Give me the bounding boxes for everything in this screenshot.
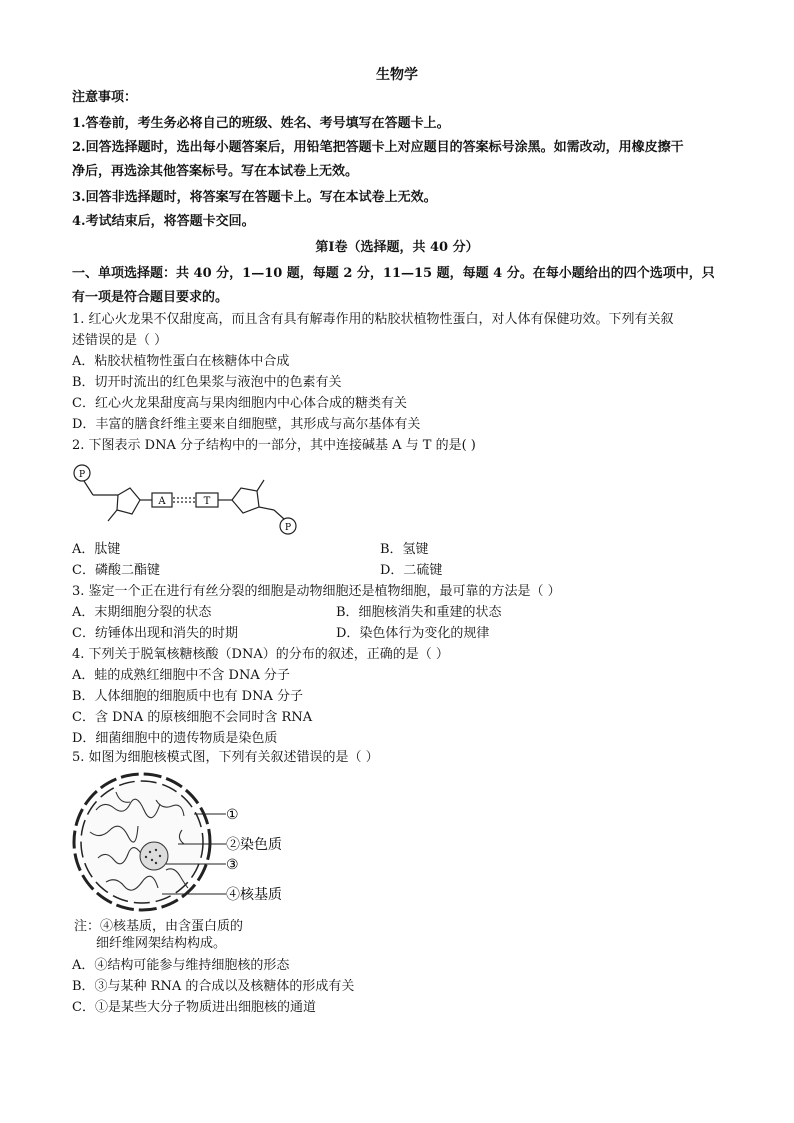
phosphate-label-right: P	[284, 523, 292, 533]
phosphate-label-left: P	[78, 470, 86, 480]
cell-nucleus-figure	[66, 770, 306, 920]
q5-option-c: C．①是某些大分子物质进出细胞核的通道	[72, 1000, 316, 1015]
dna-structure-figure	[66, 458, 306, 540]
sugar-ring-right	[232, 488, 259, 513]
q1-option-a: A．粘胶状植物性蛋白在核糖体中合成	[72, 354, 290, 369]
nucleolus	[140, 842, 168, 870]
q1-option-d: D．丰富的膳食纤维主要来自细胞壁，其形成与高尔基体有关	[72, 417, 421, 432]
base-a-label: A	[158, 496, 166, 507]
label-3: ③	[226, 857, 239, 873]
q1-option-c: C．红心火龙果甜度高与果肉细胞内中心体合成的糖类有关	[72, 396, 407, 411]
q5-figure-note-cont: 细纤维网架结构构成。	[96, 936, 227, 951]
q2-option-c: C．磷酸二酯键	[72, 563, 160, 578]
notice-heading: 注意事项：	[72, 90, 138, 105]
notice-item-2-cont: 净后，再选涂其他答案标号。写在本试卷上无效。	[72, 164, 359, 179]
label-2-chromatin: ②染色质	[226, 837, 282, 853]
sugar-ring-left	[117, 488, 140, 514]
q5-option-b: B．③与某种 RNA 的合成以及核糖体的形成有关	[72, 979, 355, 994]
notice-item-3: 3.回答非选择题时，将答案写在答题卡上。写在本试卷上无效。	[72, 190, 437, 205]
q4-stem: 4. 下列关于脱氧核糖核酸（DNA）的分布的叙述，正确的是（ ）	[72, 647, 449, 662]
label-1: ①	[226, 807, 239, 823]
q3-option-d: D．染色体行为变化的规律	[336, 626, 490, 641]
notice-item-1: 1.答卷前，考生务必将自己的班级、姓名、考号填写在答题卡上。	[72, 116, 450, 131]
q3-stem: 3. 鉴定一个正在进行有丝分裂的细胞是动物细胞还是植物细胞，最可靠的方法是（ ）	[72, 584, 561, 599]
label-4-nuclear-matrix: ④核基质	[226, 887, 282, 903]
page-title: 生物学	[376, 67, 418, 83]
q5-option-a: A．④结构可能参与维持细胞核的形态	[72, 958, 290, 973]
notice-item-4: 4.考试结束后，将答题卡交回。	[72, 214, 255, 229]
q4-option-d: D．细菌细胞中的遗传物质是染色质	[72, 731, 278, 746]
q3-option-c: C．纺锤体出现和消失的时期	[72, 626, 238, 641]
q3-option-b: B．细胞核消失和重建的状态	[336, 605, 502, 620]
q4-option-a: A．蛙的成熟红细胞中不含 DNA 分子	[72, 668, 290, 683]
section-instruction: 一、单项选择题：共 40 分，1—10 题，每题 2 分，11—15 题，每题 4 分。在每小题给出的四个选项中，只	[72, 266, 715, 281]
q1-stem: 1. 红心火龙果不仅甜度高，而且含有具有解毒作用的粘胶状植物性蛋白，对人体有保健功效。下列有关叙	[72, 312, 674, 327]
q4-option-c: C．含 DNA 的原核细胞不会同时含 RNA	[72, 710, 313, 725]
section-instruction-cont: 有一项是符合题目要求的。	[72, 290, 229, 305]
q1-option-b: B．切开时流出的红色果浆与液泡中的色素有关	[72, 375, 342, 390]
base-t-label: T	[203, 496, 211, 507]
q2-option-d: D．二硫键	[380, 563, 443, 578]
q5-figure-note: 注：④核基质，由含蛋白质的	[74, 919, 244, 934]
q2-option-b: B．氢键	[380, 542, 429, 557]
q2-stem: 2. 下图表示 DNA 分子结构中的一部分，其中连接碱基 A 与 T 的是( )	[72, 438, 476, 453]
q3-option-a: A．末期细胞分裂的状态	[72, 605, 212, 620]
q1-stem-cont: 述错误的是（ ）	[72, 333, 168, 348]
section-title: 第Ⅰ卷（选择题，共 40 分）	[315, 240, 479, 255]
q2-option-a: A．肽键	[72, 542, 121, 557]
notice-item-2: 2.回答选择题时，选出每小题答案后，用铅笔把答题卡上对应题目的答案标号涂黑。如需改动，用橡皮擦干	[72, 140, 684, 155]
q5-stem: 5. 如图为细胞核模式图，下列有关叙述错误的是（ ）	[72, 750, 379, 765]
q4-option-b: B．人体细胞的细胞质中也有 DNA 分子	[72, 689, 304, 704]
